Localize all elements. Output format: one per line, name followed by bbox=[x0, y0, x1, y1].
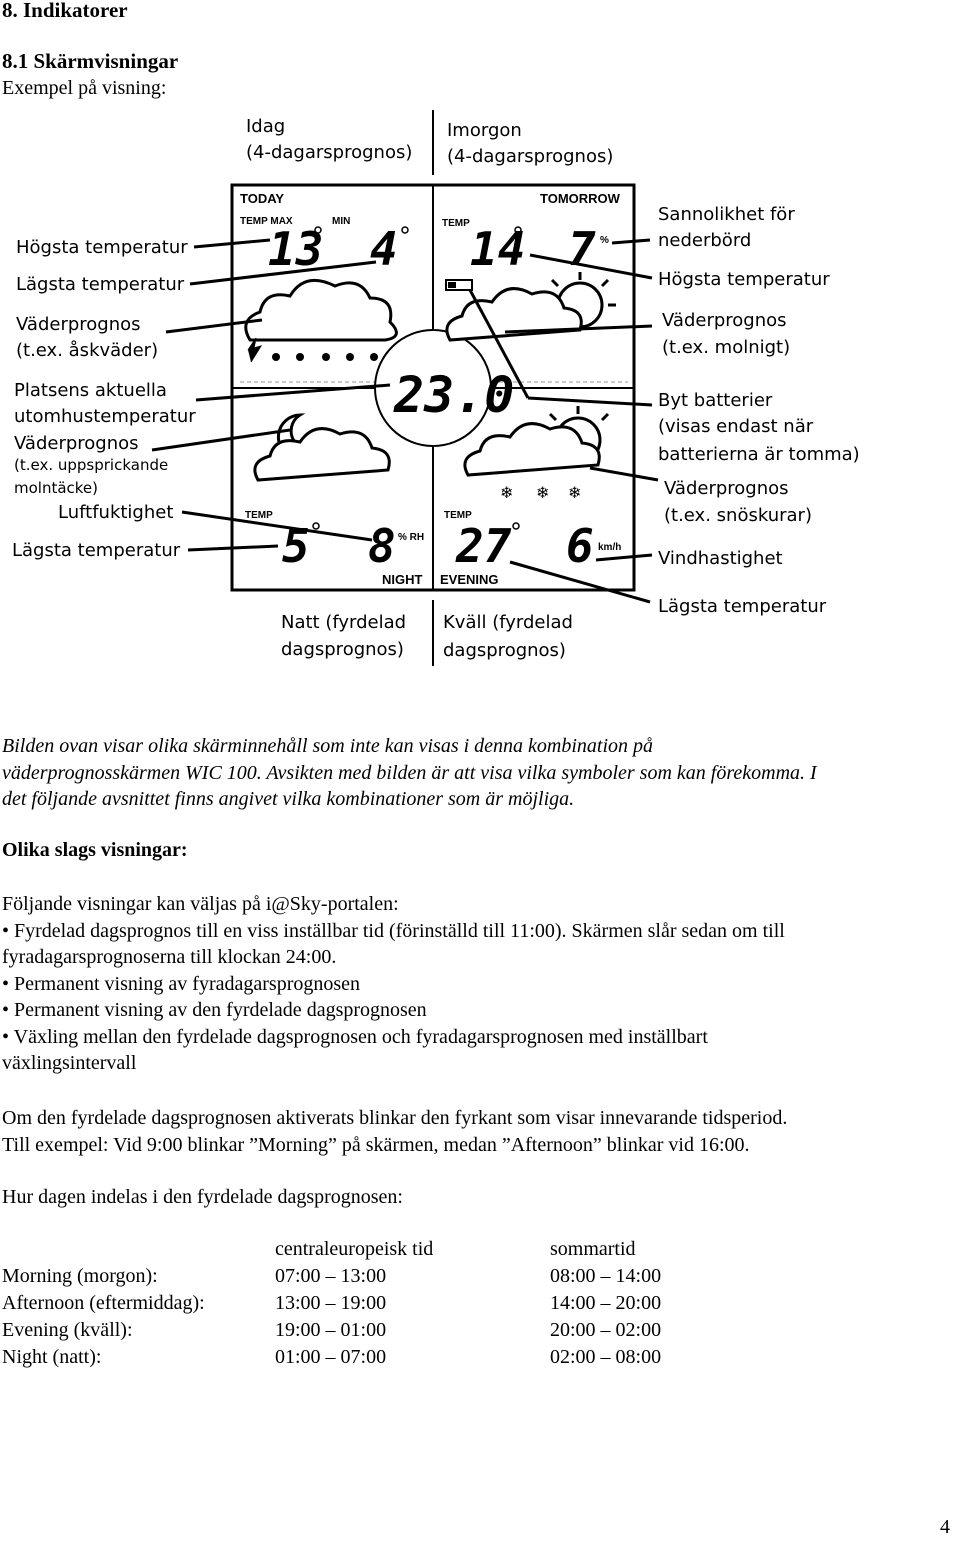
intro-text: Exempel på visning: bbox=[2, 77, 167, 99]
svg-text:(t.ex. åskväder): (t.ex. åskväder) bbox=[16, 340, 159, 361]
svg-text:molntäcke): molntäcke) bbox=[14, 479, 99, 497]
list-item: • Växling mellan den fyrdelade dagsprognosen och fyradagarsprognosen med inställbart bbox=[2, 1025, 708, 1048]
svg-text:Väderprognos: Väderprognos bbox=[664, 478, 789, 499]
svg-text:utomhustemperatur: utomhustemperatur bbox=[14, 406, 196, 427]
list-item: • Fyrdelad dagsprognos till en viss inställbar tid (förinställd till 11:00). Skärmen slår sedan om till bbox=[2, 919, 785, 942]
svg-text:❄: ❄ bbox=[536, 485, 550, 502]
svg-text:(4-dagarsprognos): (4-dagarsprognos) bbox=[246, 142, 413, 163]
svg-text:Lägsta temperatur: Lägsta temperatur bbox=[658, 596, 827, 617]
lcd-night: NIGHT bbox=[382, 572, 423, 587]
svg-text:Lägsta temperatur: Lägsta temperatur bbox=[12, 540, 181, 561]
table-intro: Hur dagen indelas i den fyrdelade dagsprognosen: bbox=[2, 1186, 403, 1208]
svg-text:(visas endast när: (visas endast när bbox=[658, 416, 814, 437]
lcd-today-max: 13 bbox=[268, 222, 324, 276]
left-callouts bbox=[12, 237, 196, 561]
svg-text:(t.ex. molnigt): (t.ex. molnigt) bbox=[662, 337, 791, 358]
figure-caption: Bilden ovan visar olika skärminnehåll som inte kan visas i denna kombination på väderprognosskärmen WIC 100. Avsikten med bilden är att visa vilka symboler som kan förekomma. I det följande avsnittet finns angivet vilka kombinationer som är möjliga. bbox=[2, 735, 817, 810]
lcd-night-rh: 8 bbox=[368, 519, 396, 573]
section-heading: 8. Indikatorer bbox=[2, 0, 128, 22]
weather-display-diagram bbox=[0, 100, 960, 680]
lcd-temp-evening: TEMP bbox=[444, 510, 472, 521]
lcd-tomorrow: TOMORROW bbox=[540, 191, 620, 206]
svg-text:Natt (fyrdelad: Natt (fyrdelad bbox=[281, 612, 407, 633]
svg-text:Luftfuktighet: Luftfuktighet bbox=[58, 502, 174, 523]
svg-text:dagsprognos): dagsprognos) bbox=[281, 639, 404, 660]
svg-text:Sannolikhet för: Sannolikhet för bbox=[658, 204, 795, 225]
lcd-current-temp: 23.0 bbox=[394, 366, 515, 424]
svg-text:Kväll (fyrdelad: Kväll (fyrdelad bbox=[443, 612, 573, 633]
label-today bbox=[246, 116, 412, 163]
lcd-today: TODAY bbox=[240, 191, 285, 206]
svg-text:batterierna är tomma): batterierna är tomma) bbox=[658, 444, 860, 465]
lcd-evening-wind: 6 bbox=[566, 519, 594, 573]
svg-text:Väderprognos: Väderprognos bbox=[16, 314, 141, 335]
lcd-evening-temp: 27 bbox=[456, 519, 512, 573]
svg-text:❄: ❄ bbox=[568, 485, 582, 502]
lcd-min: MIN bbox=[332, 216, 351, 227]
svg-text:(4-dagarsprognos): (4-dagarsprognos) bbox=[447, 146, 614, 167]
subsection-heading: 8.1 Skärmvisningar bbox=[2, 49, 179, 73]
lcd-temp-tomorrow: TEMP bbox=[442, 218, 470, 229]
svg-text:Vindhastighet: Vindhastighet bbox=[658, 548, 783, 569]
list-item: fyradagarsprognoserna till klockan 24:00. bbox=[2, 946, 337, 968]
page-number: 4 bbox=[940, 1516, 950, 1538]
label-night bbox=[281, 612, 406, 660]
lcd-kmh: km/h bbox=[598, 542, 622, 553]
svg-text:(t.ex. snöskurar): (t.ex. snöskurar) bbox=[664, 505, 812, 526]
lcd-temp-night: TEMP bbox=[245, 510, 273, 521]
svg-text:dagsprognos): dagsprognos) bbox=[443, 640, 566, 661]
label-tomorrow bbox=[447, 120, 613, 167]
svg-text:Högsta temperatur: Högsta temperatur bbox=[16, 237, 188, 258]
svg-text:nederbörd: nederbörd bbox=[658, 230, 752, 251]
lcd-temp-max: TEMP MAX bbox=[240, 216, 293, 227]
svg-text:Väderprognos: Väderprognos bbox=[14, 433, 139, 454]
lcd-tomorrow-precip: 7 bbox=[568, 222, 596, 276]
lcd-today-min: 4 bbox=[370, 222, 398, 276]
svg-text:Väderprognos: Väderprognos bbox=[662, 310, 787, 331]
section-title: Olika slags visningar: bbox=[2, 839, 188, 861]
right-callouts bbox=[658, 204, 860, 617]
svg-text:Platsens aktuella: Platsens aktuella bbox=[14, 380, 167, 401]
list-item: • Permanent visning av den fyrdelade dagsprognosen bbox=[2, 999, 427, 1021]
svg-text:(t.ex. uppsprickande: (t.ex. uppsprickande bbox=[14, 456, 169, 474]
svg-text:Byt batterier: Byt batterier bbox=[658, 390, 773, 411]
svg-text:Idag: Idag bbox=[246, 116, 286, 137]
label-evening bbox=[443, 612, 573, 661]
blink-explanation: Om den fyrdelade dagsprognosen aktiverats blinkar den fyrkant som visar innevarande tidsperiod. Till exempel: Vid 9:00 blinkar ”Morning” på skärmen, medan ”Afternoon” blinkar vid 16:00. bbox=[2, 1107, 788, 1156]
lcd-pct: % bbox=[600, 235, 609, 246]
lcd-night-temp: 5 bbox=[282, 519, 310, 573]
options-list bbox=[2, 891, 785, 1077]
svg-text:Lägsta temperatur: Lägsta temperatur bbox=[16, 274, 185, 295]
lcd-rh: % RH bbox=[398, 532, 425, 543]
svg-text:Högsta temperatur: Högsta temperatur bbox=[658, 269, 830, 290]
list-item: • Permanent visning av fyradagarsprognosen bbox=[2, 972, 361, 995]
svg-text:Imorgon: Imorgon bbox=[447, 120, 522, 141]
lcd-tomorrow-max: 14 bbox=[470, 222, 526, 276]
svg-text:❄: ❄ bbox=[500, 485, 514, 502]
list-item: växlingsintervall bbox=[2, 1052, 137, 1074]
lcd-evening: EVENING bbox=[440, 572, 499, 587]
list-intro: Följande visningar kan väljas på i@Sky-portalen: bbox=[2, 893, 399, 915]
